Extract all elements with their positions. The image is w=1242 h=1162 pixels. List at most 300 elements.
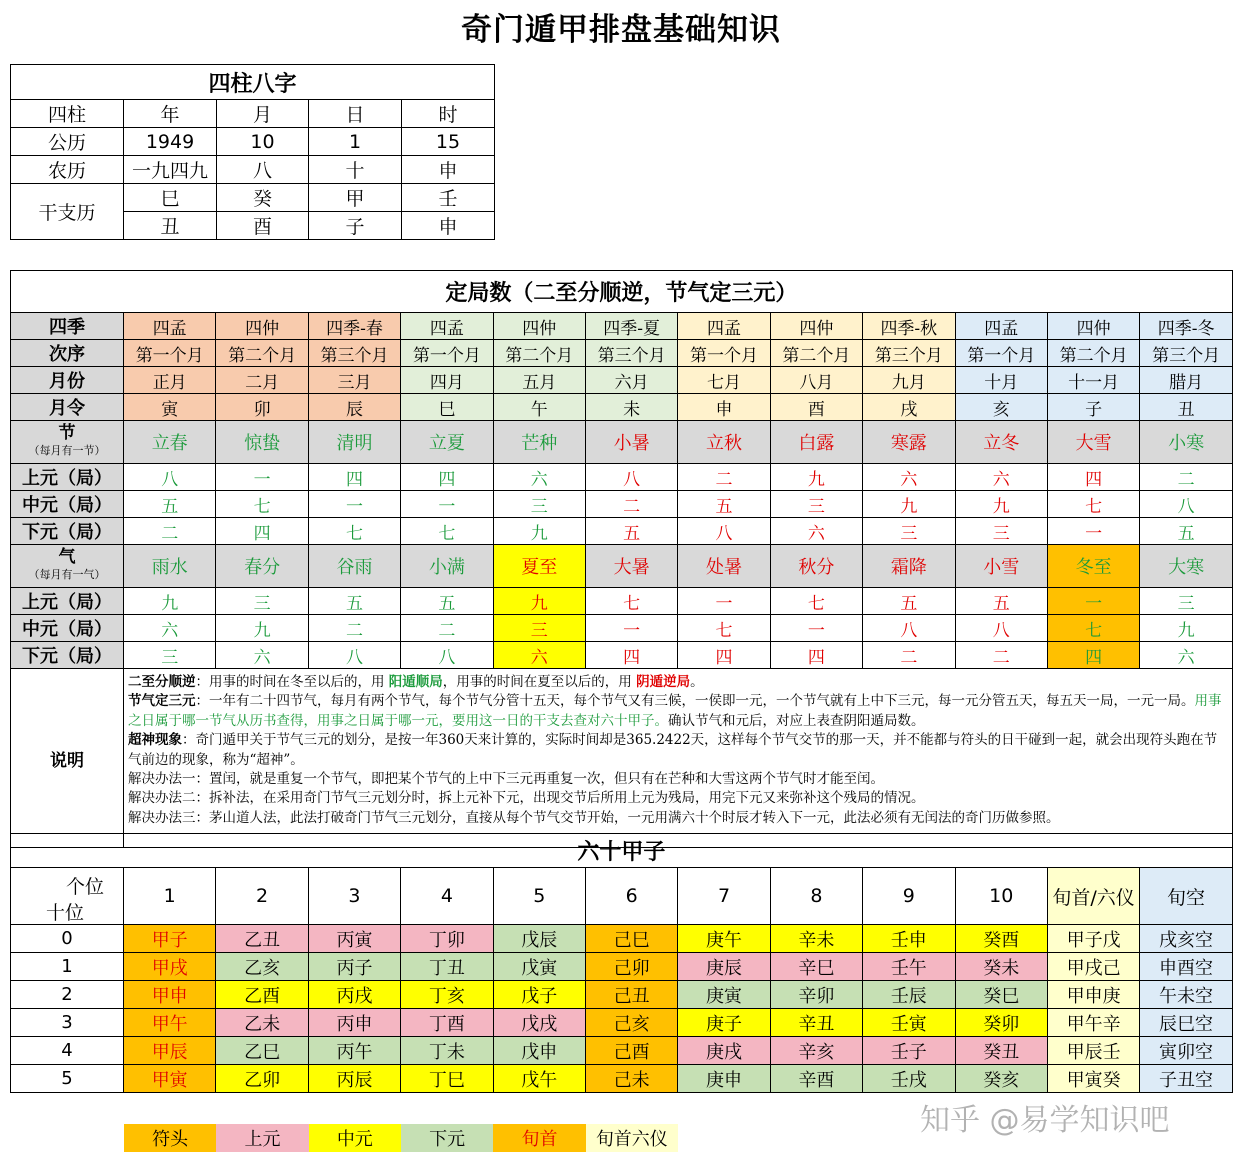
jiazi-cell: 丙寅	[308, 925, 400, 953]
jiazi-cell: 己亥	[585, 1009, 677, 1037]
ling-row-label: 月令	[11, 394, 124, 421]
qi-upper-row-cell: 九	[493, 588, 585, 615]
jie-middle-row-cell: 七	[1047, 491, 1139, 518]
jie-lower-row-cell: 五	[1140, 518, 1233, 545]
season-row-cell: 四孟	[124, 313, 216, 340]
qi-middle-row-cell: 一	[585, 615, 677, 642]
qi-row-cell: 霜降	[863, 545, 955, 588]
qi-middle-row-cell: 九	[216, 615, 308, 642]
jiazi-cell: 戊戌	[493, 1009, 585, 1037]
legend-middle: 中元	[309, 1124, 401, 1152]
jiazi-cell: 丙申	[308, 1009, 400, 1037]
jiazi-cell: 甲戌	[124, 953, 216, 981]
jie-lower-row-cell: 六	[770, 518, 862, 545]
jiazi-cell: 丙午	[308, 1037, 400, 1065]
jie-row-cell: 惊蛰	[216, 421, 308, 464]
kong-cell: 辰巳空	[1140, 1009, 1232, 1037]
season-row-cell: 四孟	[955, 313, 1047, 340]
qi-row-cell: 夏至	[493, 545, 585, 588]
qi-row-cell: 处暑	[678, 545, 770, 588]
qi-lower-row-cell: 四	[1047, 642, 1139, 669]
unit-col-header: 6	[585, 868, 677, 925]
note-span: 解决办法一：置闰，就是重复一个节气，即把某个节气的上中下三元再重复一次，但只有在芒种和大雪这两个节气时才能至闰。	[128, 771, 884, 788]
jie-lower-row-cell: 八	[678, 518, 770, 545]
jiazi-cell: 庚戌	[678, 1037, 770, 1065]
tens-label: 5	[11, 1065, 124, 1093]
jiazi-cell: 乙酉	[216, 981, 308, 1009]
jiazi-cell: 戊辰	[493, 925, 585, 953]
xunshou-cell: 甲子戊	[1047, 925, 1139, 953]
jiazi-cell: 庚午	[678, 925, 770, 953]
jiazi-cell: 壬申	[863, 925, 955, 953]
order-row-cell: 第三个月	[585, 340, 677, 367]
jiazi-cell: 丁卯	[401, 925, 493, 953]
qi-lower-row-cell: 二	[863, 642, 955, 669]
jie-row-label-main: 节	[58, 423, 76, 443]
jiazi-cell: 癸巳	[955, 981, 1047, 1009]
jiazi-cell: 戊寅	[493, 953, 585, 981]
jie-middle-row-cell: 五	[124, 491, 216, 518]
jiazi-cell: 乙丑	[216, 925, 308, 953]
jiazi-cell: 壬辰	[863, 981, 955, 1009]
jie-row-cell: 白露	[770, 421, 862, 464]
jie-middle-row-cell: 一	[401, 491, 493, 518]
ju-header: 定局数（二至分顺逆，节气定三元）	[11, 271, 1233, 313]
unit-col-header: 7	[678, 868, 770, 925]
pillar-label: 四柱	[11, 100, 124, 128]
kong-cell: 子丑空	[1140, 1065, 1232, 1093]
jiazi-cell: 丁巳	[401, 1065, 493, 1093]
jie-upper-row-cell: 一	[216, 464, 308, 491]
note-line	[128, 673, 1228, 692]
qi-row-cell: 大暑	[585, 545, 677, 588]
jiazi-cell: 辛酉	[770, 1065, 862, 1093]
ling-row-cell: 酉	[770, 394, 862, 421]
jiazi-cell: 己未	[585, 1065, 677, 1093]
jiazi-cell: 丙戌	[308, 981, 400, 1009]
month-row-cell: 正月	[124, 367, 216, 394]
jie-row-cell: 小寒	[1140, 421, 1233, 464]
jie-lower-row-cell: 三	[863, 518, 955, 545]
order-row-cell: 第三个月	[863, 340, 955, 367]
note-line	[128, 692, 1228, 731]
ling-row-cell: 亥	[955, 394, 1047, 421]
jiazi-cell: 己丑	[585, 981, 677, 1009]
jiazi-cell: 癸卯	[955, 1009, 1047, 1037]
order-row-cell: 第二个月	[216, 340, 308, 367]
tens-label: 2	[11, 981, 124, 1009]
note-span: 解决办法三：茅山道人法，此法打破奇门节气三元划分，直接从每个节气交节开始，一元用满六十个时辰才转入下一元，此法必须有无闰法的奇门历做参照。	[128, 809, 1060, 826]
qi-middle-row-cell: 二	[401, 615, 493, 642]
season-row-cell: 四孟	[401, 313, 493, 340]
jie-row-cell: 寒露	[863, 421, 955, 464]
jie-row-cell: 立秋	[678, 421, 770, 464]
watermark: 知乎 @易学知识吧	[920, 1103, 1170, 1138]
jiazi-cell: 庚申	[678, 1065, 770, 1093]
jie-row-cell: 立春	[124, 421, 216, 464]
note-span: ：一年有二十四节气，每月有两个节气，每个节气分管十五天，每个节气又有三候，一侯即一元，一个节气就有上中下三元，每一元分管五天，每五天一局，一元一局。	[195, 693, 1195, 710]
jiazi-cell: 庚子	[678, 1009, 770, 1037]
jiazi-cell: 丁亥	[401, 981, 493, 1009]
month-row-cell: 七月	[678, 367, 770, 394]
qi-row-cell: 小满	[401, 545, 493, 588]
jiazi-cell: 丁未	[401, 1037, 493, 1065]
ling-row-cell: 子	[1047, 394, 1139, 421]
corner-bottom-label: 十位	[46, 902, 85, 924]
order-row-cell: 第二个月	[493, 340, 585, 367]
qi-lower-row-cell: 四	[678, 642, 770, 669]
note-span: 解决办法二：拆补法，在采用奇门节气三元划分时，拆上元补下元，出现交节后所用上元为残局，用完下元又来弥补这个残局的情况。	[128, 790, 925, 807]
jiazi-cell: 戊申	[493, 1037, 585, 1065]
jie-middle-row-cell: 三	[770, 491, 862, 518]
gregorian-label: 公历	[11, 128, 124, 156]
qi-upper-row-cell: 五	[863, 588, 955, 615]
jiazi-cell: 癸丑	[955, 1037, 1047, 1065]
notes-text	[124, 669, 1233, 848]
kong-col-header: 旬空	[1140, 868, 1232, 925]
jiazi-cell: 癸未	[955, 953, 1047, 981]
jiazi-cell: 甲午	[124, 1009, 216, 1037]
order-row-cell: 第一个月	[678, 340, 770, 367]
jie-row-cell: 大雪	[1047, 421, 1139, 464]
legend-upper: 上元	[216, 1124, 308, 1152]
jiazi-cell: 乙亥	[216, 953, 308, 981]
jiazi-cell: 壬戌	[863, 1065, 955, 1093]
jie-lower-row-cell: 七	[308, 518, 400, 545]
jiazi-cell: 丁丑	[401, 953, 493, 981]
season-row-cell: 四季-冬	[1140, 313, 1233, 340]
jiazi-cell: 辛亥	[770, 1037, 862, 1065]
ganzhi-branch: 丑	[124, 212, 217, 240]
jie-upper-row-cell: 二	[678, 464, 770, 491]
qi-row-cell: 春分	[216, 545, 308, 588]
jie-lower-row-cell: 二	[124, 518, 216, 545]
jie-upper-row-cell: 八	[585, 464, 677, 491]
month-row-cell: 二月	[216, 367, 308, 394]
jiazi-cell: 乙卯	[216, 1065, 308, 1093]
qi-row-cell: 大寒	[1140, 545, 1233, 588]
jie-upper-row-label: 上元（局）	[11, 464, 124, 491]
month-row-cell: 五月	[493, 367, 585, 394]
corner-cell	[11, 868, 124, 925]
xunshou-cell: 甲戌己	[1047, 953, 1139, 981]
qi-row-cell: 雨水	[124, 545, 216, 588]
qi-upper-row-cell: 五	[401, 588, 493, 615]
kong-cell: 戌亥空	[1140, 925, 1232, 953]
ju-number-table	[10, 270, 1233, 848]
four-pillars-table	[10, 64, 495, 240]
sixty-header: 六十甲子	[11, 834, 1233, 868]
jiazi-cell: 丙辰	[308, 1065, 400, 1093]
season-row-cell: 四季-夏	[585, 313, 677, 340]
jie-lower-row-cell: 一	[1047, 518, 1139, 545]
jie-upper-row-cell: 六	[955, 464, 1047, 491]
jie-row-cell: 清明	[308, 421, 400, 464]
qi-middle-row-cell: 二	[308, 615, 400, 642]
qi-lower-row-cell: 六	[1140, 642, 1233, 669]
jie-middle-row-cell: 五	[678, 491, 770, 518]
note-line	[128, 770, 1228, 789]
note-line	[128, 731, 1228, 770]
jie-middle-row-cell: 九	[863, 491, 955, 518]
jiazi-cell: 癸酉	[955, 925, 1047, 953]
jie-row-cell: 立夏	[401, 421, 493, 464]
order-row-cell: 第三个月	[1140, 340, 1233, 367]
jie-row-label-sub: （每月有一节）	[28, 444, 106, 457]
jie-middle-row-cell: 九	[955, 491, 1047, 518]
jie-middle-row-cell: 二	[585, 491, 677, 518]
qi-upper-row-cell: 三	[1140, 588, 1233, 615]
season-row-cell: 四仲	[216, 313, 308, 340]
jiazi-cell: 辛丑	[770, 1009, 862, 1037]
jiazi-cell: 壬子	[863, 1037, 955, 1065]
jiazi-cell: 壬寅	[863, 1009, 955, 1037]
jiazi-cell: 辛未	[770, 925, 862, 953]
pillar-month: 月	[217, 100, 309, 128]
qi-middle-row-cell: 九	[1140, 615, 1233, 642]
ganzhi-stem: 甲	[309, 184, 402, 212]
jie-middle-row-cell: 七	[216, 491, 308, 518]
qi-upper-row-cell: 五	[955, 588, 1047, 615]
jiazi-cell: 丙子	[308, 953, 400, 981]
jiazi-cell: 甲辰	[124, 1037, 216, 1065]
jiazi-cell: 戊子	[493, 981, 585, 1009]
season-row-cell: 四仲	[493, 313, 585, 340]
qi-lower-row-cell: 八	[308, 642, 400, 669]
jie-lower-row-cell: 三	[955, 518, 1047, 545]
jie-row-label	[11, 421, 124, 464]
ganzhi-stem: 巳	[124, 184, 217, 212]
tens-label: 0	[11, 925, 124, 953]
note-span: 阴遁逆局	[636, 674, 691, 690]
jie-upper-row-cell: 八	[124, 464, 216, 491]
ling-row-cell: 丑	[1140, 394, 1233, 421]
note-span: ：奇门遁甲关于节气三元的划分，是按一年360天来计算的，实际时间却是365.2422天，这样每个节气交节的那一天，并不能都与符头的日干碰到一起，就会出现符头跑在节气前边的现象，称为“超神”。	[128, 732, 1218, 768]
qi-lower-row-cell: 四	[585, 642, 677, 669]
pillar-day: 日	[309, 100, 402, 128]
month-row-cell: 九月	[863, 367, 955, 394]
ganzhi-label: 干支历	[11, 184, 124, 240]
unit-col-header: 10	[955, 868, 1047, 925]
jiazi-cell: 甲寅	[124, 1065, 216, 1093]
ganzhi-stem: 壬	[402, 184, 495, 212]
jiazi-cell: 壬午	[863, 953, 955, 981]
xunshou-cell: 甲午辛	[1047, 1009, 1139, 1037]
qi-row-cell: 秋分	[770, 545, 862, 588]
qi-middle-row-cell: 一	[770, 615, 862, 642]
qi-row-cell: 小雪	[955, 545, 1047, 588]
qi-row-cell: 谷雨	[308, 545, 400, 588]
jie-upper-row-cell: 四	[308, 464, 400, 491]
month-row-cell: 八月	[770, 367, 862, 394]
jiazi-cell: 己巳	[585, 925, 677, 953]
qi-upper-row-cell: 七	[585, 588, 677, 615]
unit-col-header: 2	[216, 868, 308, 925]
tens-label: 3	[11, 1009, 124, 1037]
order-row-cell: 第一个月	[124, 340, 216, 367]
order-row-cell: 第三个月	[308, 340, 400, 367]
order-row-cell: 第一个月	[401, 340, 493, 367]
qi-middle-row-cell: 七	[678, 615, 770, 642]
qi-middle-row-cell: 八	[863, 615, 955, 642]
four-pillars-header: 四柱八字	[11, 65, 495, 100]
unit-col-header: 1	[124, 868, 216, 925]
xunshou-cell: 甲寅癸	[1047, 1065, 1139, 1093]
kong-cell: 寅卯空	[1140, 1037, 1232, 1065]
lunar-value: 十	[309, 156, 402, 184]
note-span: ：用事的时间在冬至以后的，用	[195, 674, 389, 690]
month-row-cell: 十月	[955, 367, 1047, 394]
season-row-cell: 四仲	[1047, 313, 1139, 340]
xunshou-cell: 甲申庚	[1047, 981, 1139, 1009]
order-row-cell: 第二个月	[770, 340, 862, 367]
month-row-label: 月份	[11, 367, 124, 394]
jie-lower-row-cell: 七	[401, 518, 493, 545]
jiazi-cell: 甲子	[124, 925, 216, 953]
ganzhi-branch: 申	[402, 212, 495, 240]
xunshou-cell: 甲辰壬	[1047, 1037, 1139, 1065]
note-span: 超神现象	[128, 732, 182, 749]
jie-row-cell: 芒种	[493, 421, 585, 464]
jiazi-cell: 癸亥	[955, 1065, 1047, 1093]
jiazi-cell: 庚寅	[678, 981, 770, 1009]
qi-upper-row-cell: 七	[770, 588, 862, 615]
note-span: 确认节气和元后，对应上表查阴阳遁局数。	[668, 712, 925, 729]
qi-middle-row-cell: 八	[955, 615, 1047, 642]
unit-col-header: 9	[863, 868, 955, 925]
ling-row-cell: 午	[493, 394, 585, 421]
qi-upper-row-cell: 五	[308, 588, 400, 615]
jie-middle-row-cell: 一	[308, 491, 400, 518]
note-span: 二至分顺逆	[128, 674, 196, 690]
jie-upper-row-cell: 四	[401, 464, 493, 491]
jie-middle-row-cell: 八	[1140, 491, 1233, 518]
kong-cell: 午未空	[1140, 981, 1232, 1009]
jie-upper-row-cell: 九	[770, 464, 862, 491]
note-span: 用事之日属于哪一节气从历书查得，用事之日属于哪一元，要用这一日的干支去查对六十甲子。	[128, 693, 1222, 729]
qi-lower-row-cell: 八	[401, 642, 493, 669]
unit-col-header: 3	[308, 868, 400, 925]
jie-upper-row-cell: 六	[493, 464, 585, 491]
qi-middle-row-cell: 七	[1047, 615, 1139, 642]
lunar-value: 一九四九	[124, 156, 217, 184]
month-row-cell: 四月	[401, 367, 493, 394]
note-line	[128, 789, 1228, 808]
qi-lower-row-label: 下元（局）	[11, 642, 124, 669]
qi-middle-row-cell: 三	[493, 615, 585, 642]
ling-row-cell: 巳	[401, 394, 493, 421]
qi-row-cell: 冬至	[1047, 545, 1139, 588]
ganzhi-stem: 癸	[217, 184, 309, 212]
month-row-cell: 六月	[585, 367, 677, 394]
legend-fu-tou: 符头	[124, 1124, 216, 1152]
month-row-cell: 三月	[308, 367, 400, 394]
qi-lower-row-cell: 六	[493, 642, 585, 669]
ling-row-cell: 未	[585, 394, 677, 421]
season-row-label: 四季	[11, 313, 124, 340]
note-span: 。	[690, 674, 704, 690]
jie-upper-row-cell: 二	[1140, 464, 1233, 491]
month-row-cell: 十一月	[1047, 367, 1139, 394]
jiazi-cell: 乙未	[216, 1009, 308, 1037]
note-span: 节气定三元	[128, 693, 196, 710]
xunshou-col-header: 旬首/六仪	[1047, 868, 1139, 925]
jiazi-cell: 庚辰	[678, 953, 770, 981]
lunar-value: 申	[402, 156, 495, 184]
corner-top-label: 个位	[66, 876, 105, 898]
tens-label: 1	[11, 953, 124, 981]
jie-lower-row-cell: 四	[216, 518, 308, 545]
unit-col-header: 4	[401, 868, 493, 925]
qi-middle-row-label: 中元（局）	[11, 615, 124, 642]
qi-upper-row-cell: 九	[124, 588, 216, 615]
order-row-cell: 第二个月	[1047, 340, 1139, 367]
jiazi-cell: 己酉	[585, 1037, 677, 1065]
qi-middle-row-cell: 六	[124, 615, 216, 642]
jie-upper-row-cell: 六	[863, 464, 955, 491]
jie-lower-row-label: 下元（局）	[11, 518, 124, 545]
qi-upper-row-cell: 三	[216, 588, 308, 615]
jiazi-cell: 戊午	[493, 1065, 585, 1093]
qi-lower-row-cell: 三	[124, 642, 216, 669]
gregorian-value: 15	[402, 128, 495, 156]
jiazi-cell: 丁酉	[401, 1009, 493, 1037]
note-line	[128, 809, 1228, 828]
season-row-cell: 四季-春	[308, 313, 400, 340]
gregorian-value: 10	[217, 128, 309, 156]
jie-lower-row-cell: 五	[585, 518, 677, 545]
legend-lower: 下元	[401, 1124, 493, 1152]
ling-row-cell: 卯	[216, 394, 308, 421]
jiazi-cell: 辛巳	[770, 953, 862, 981]
jie-upper-row-cell: 四	[1047, 464, 1139, 491]
qi-upper-row-label: 上元（局）	[11, 588, 124, 615]
notes-label: 说明	[11, 669, 124, 848]
unit-col-header: 8	[770, 868, 862, 925]
jiazi-cell: 乙巳	[216, 1037, 308, 1065]
month-row-cell: 腊月	[1140, 367, 1233, 394]
qi-lower-row-cell: 六	[216, 642, 308, 669]
jie-lower-row-cell: 九	[493, 518, 585, 545]
season-row-cell: 四孟	[678, 313, 770, 340]
qi-row-label-main: 气	[58, 547, 76, 567]
qi-row-label-sub: （每月有一气）	[28, 568, 106, 581]
pillar-hour: 时	[402, 100, 495, 128]
qi-row-label	[11, 545, 124, 588]
ling-row-cell: 寅	[124, 394, 216, 421]
note-span: 阳遁顺局	[388, 674, 443, 690]
tens-label: 4	[11, 1037, 124, 1065]
qi-upper-row-cell: 一	[678, 588, 770, 615]
jiazi-cell: 甲申	[124, 981, 216, 1009]
page-title: 奇门遁甲排盘基础知识	[461, 12, 781, 48]
legend	[124, 1124, 678, 1152]
order-row-label: 次序	[11, 340, 124, 367]
ganzhi-branch: 子	[309, 212, 402, 240]
qi-lower-row-cell: 四	[770, 642, 862, 669]
jie-row-cell: 小暑	[585, 421, 677, 464]
pillar-year: 年	[124, 100, 217, 128]
jie-middle-row-label: 中元（局）	[11, 491, 124, 518]
ganzhi-branch: 酉	[217, 212, 309, 240]
legend-xunshou: 旬首	[493, 1124, 585, 1152]
season-row-cell: 四仲	[770, 313, 862, 340]
sixty-jiazi-table	[10, 833, 1233, 1093]
jiazi-cell: 辛卯	[770, 981, 862, 1009]
gregorian-value: 1	[309, 128, 402, 156]
ling-row-cell: 辰	[308, 394, 400, 421]
ling-row-cell: 戌	[863, 394, 955, 421]
